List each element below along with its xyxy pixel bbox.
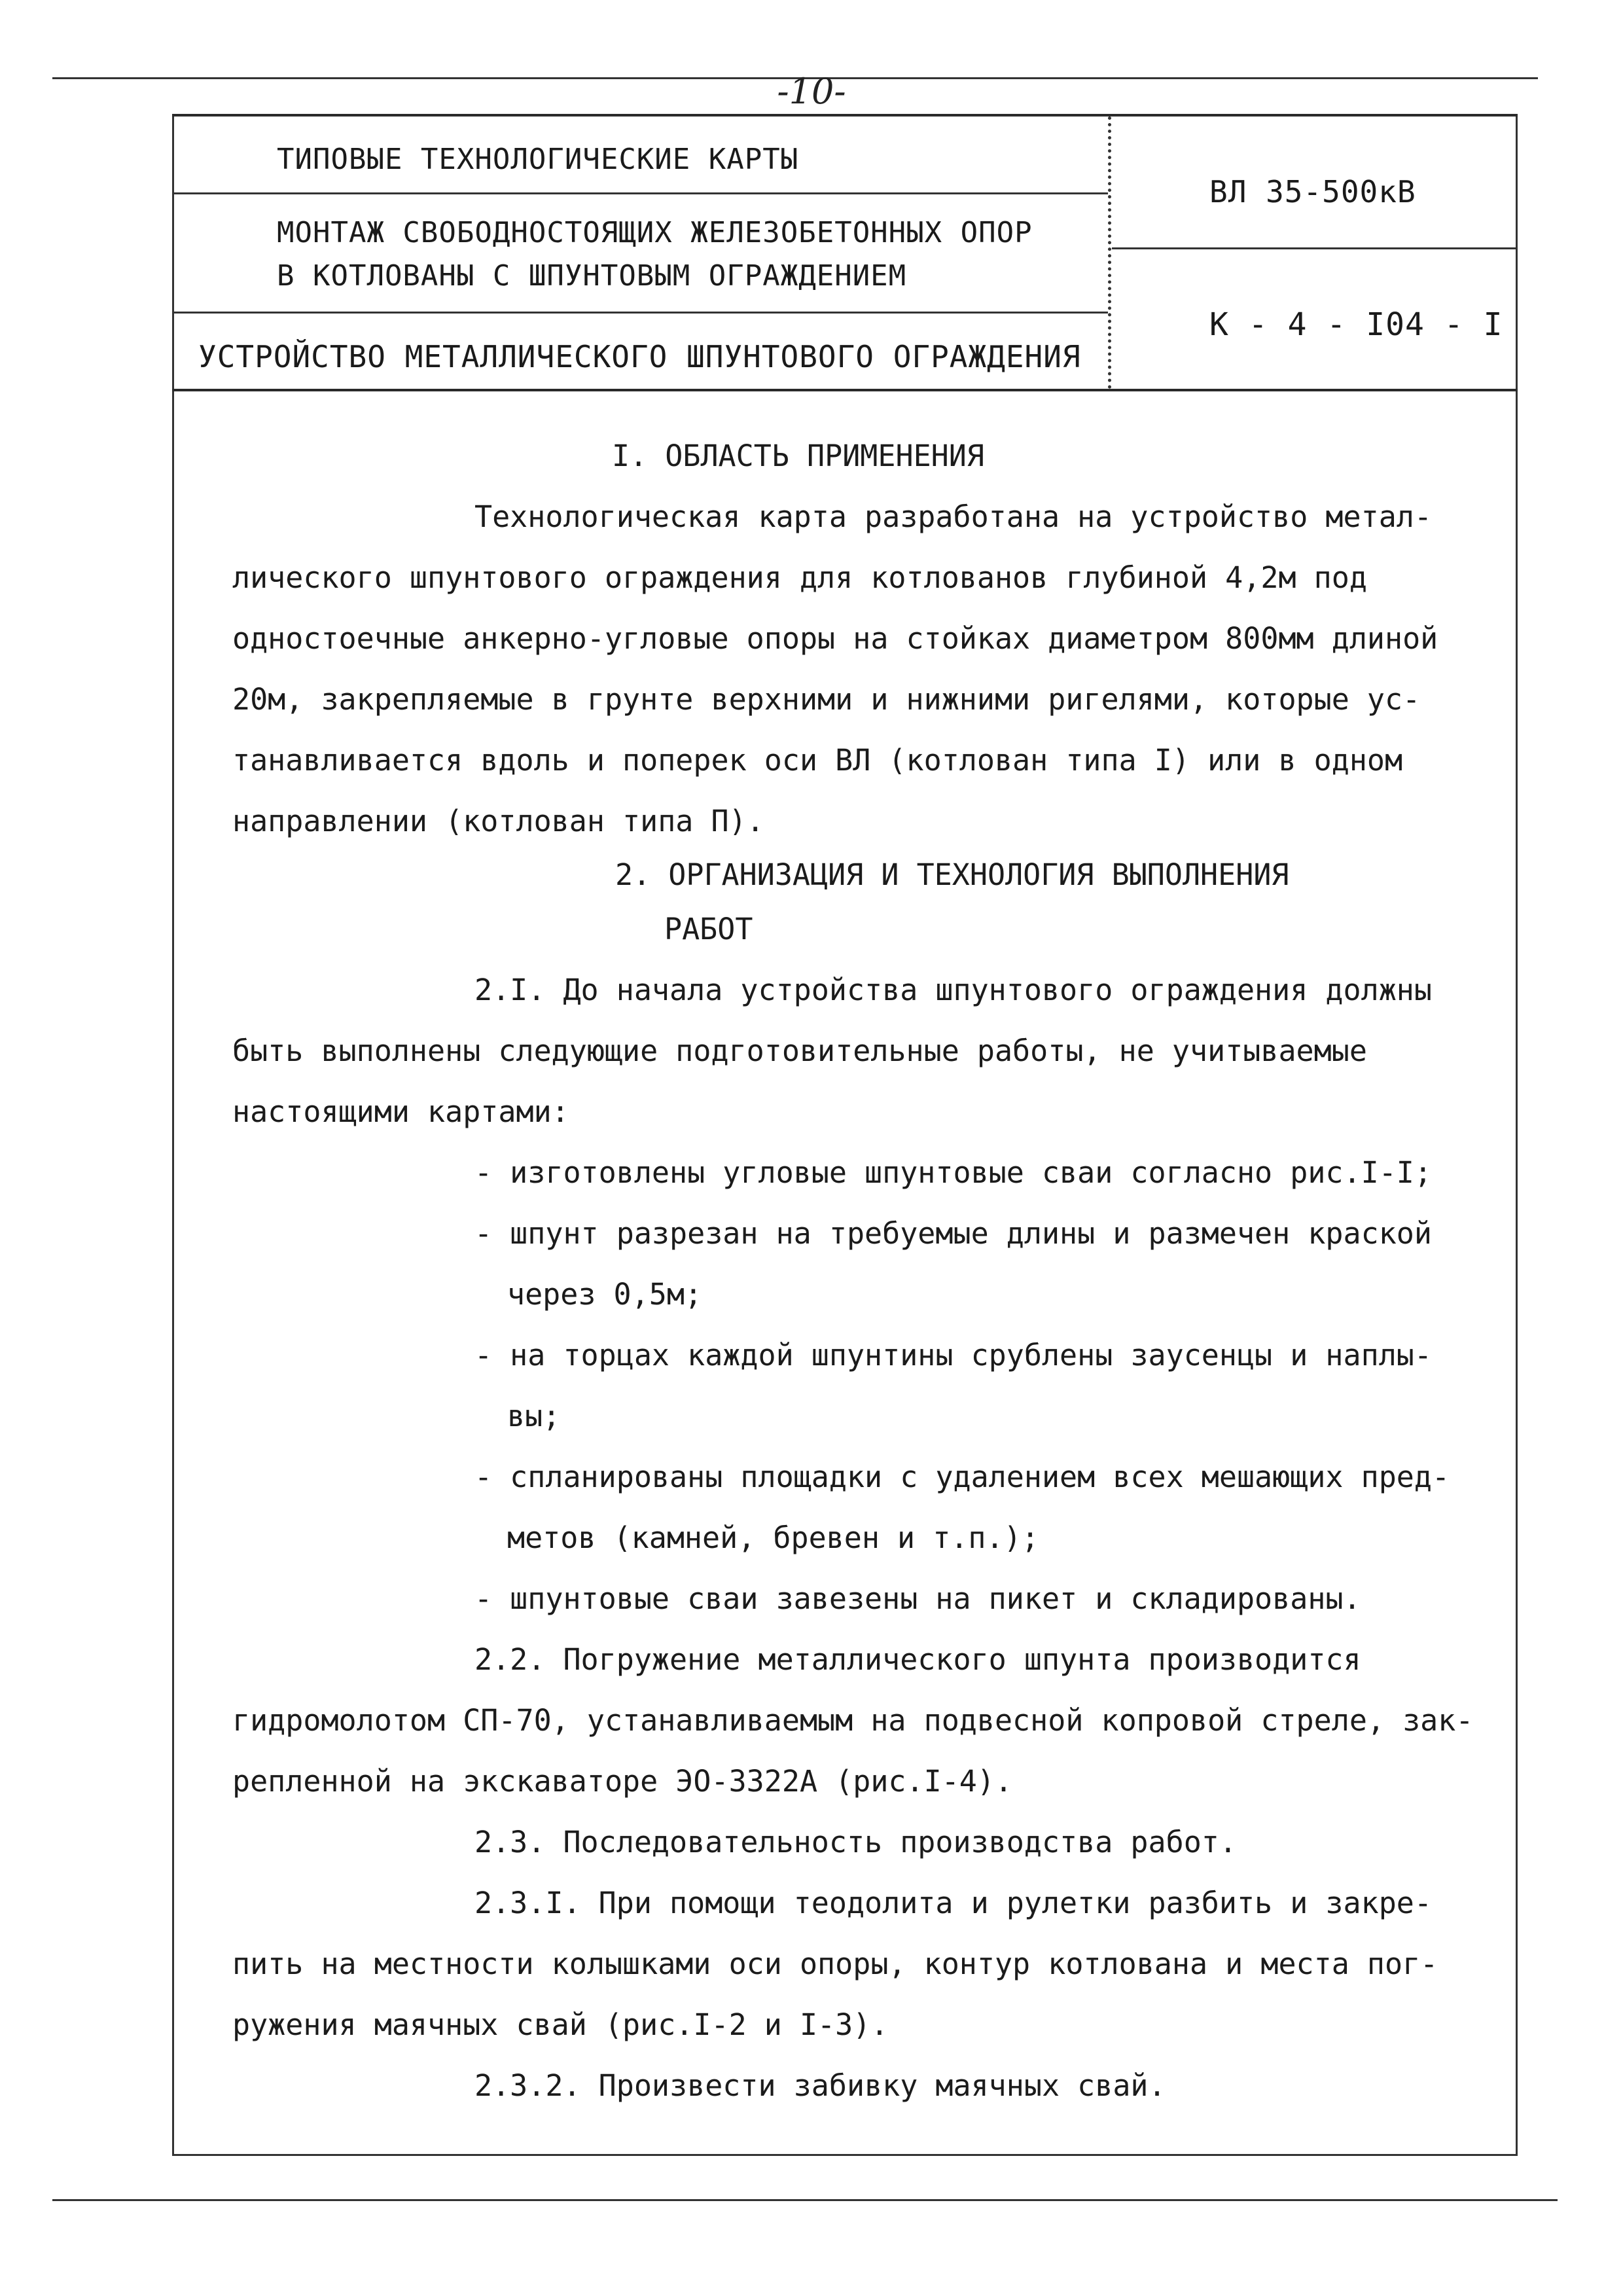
paragraph-line: танавливается вдоль и поперек оси ВЛ (котлован типа I) или в одном [232,743,1403,778]
section-heading: I. ОБЛАСТЬ ПРИМЕНЕНИЯ [612,439,984,473]
title-block-code-divider [1112,247,1518,249]
list-item: - шпунтовые сваи завезены на пикет и складированы. [474,1581,1361,1616]
paragraph-line: 2.I. До начала устройства шпунтового ограждения должны [474,973,1432,1007]
paragraph-line: Технологическая карта разработана на устройство метал- [474,499,1432,534]
list-item-continuation: вы; [507,1399,561,1433]
list-item-continuation: метов (камней, бревен и т.п.); [507,1520,1039,1555]
work-title-line2: В КОТЛОВАНЫ С ШПУНТОВЫМ ОГРАЖДЕНИЕМ [277,259,907,293]
series-title: ТИПОВЫЕ ТЕХНОЛОГИЧЕСКИЕ КАРТЫ [277,143,799,176]
card-code: К - 4 - I04 - I [1209,306,1503,343]
paragraph-line: одностоечные анкерно-угловые опоры на стойках диаметром 800мм длиной [232,621,1438,656]
list-item-continuation: через 0,5м; [507,1277,703,1312]
paragraph-line: 20м, закрепляемые в грунте верхними и нижними ригелями, которые ус- [232,682,1421,717]
paragraph-line: быть выполнены следующие подготовительные работы, не учитываемые [232,1033,1367,1068]
title-block [172,114,1518,391]
bottom-rule [52,2199,1558,2201]
section-title: УСТРОЙСТВО МЕТАЛЛИЧЕСКОГО ШПУНТОВОГО ОГРАЖДЕНИЯ [198,339,1081,374]
list-item: - спланированы площадки с удалением всех мешающих пред- [474,1460,1450,1494]
paragraph-line: лического шпунтового ограждения для котлованов глубиной 4,2м под [232,560,1367,595]
title-block-dotted-divider [1108,117,1111,389]
list-item: - изготовлены угловые шпунтовые сваи согласно рис.I-I; [474,1155,1432,1190]
section-heading: 2. ОРГАНИЗАЦИЯ И ТЕХНОЛОГИЯ ВЫПОЛНЕНИЯ [615,857,1289,892]
page-number: -10- [777,71,846,112]
title-block-divider [172,312,1108,314]
paragraph-line: пить на местности колышками оси опоры, контур котлована и места пог- [232,1946,1438,1981]
title-block-divider [172,192,1108,194]
paragraph-line: настоящими картами: [232,1094,569,1129]
paragraph-line: ружения маячных свай (рис.I-2 и I-3). [232,2007,889,2042]
list-item: - на торцах каждой шпунтины срублены заусенцы и наплы- [474,1338,1432,1372]
paragraph-line: гидромолотом СП-70, устанавливаемым на подвесной копровой стреле, зак- [232,1703,1474,1738]
paragraph-line: 2.3.2. Произвести забивку маячных свай. [474,2068,1166,2103]
paragraph-line: 2.3. Последовательность производства работ. [474,1825,1237,1859]
document-body [232,425,1515,2116]
list-item: - шпунт разрезан на требуемые длины и размечен краской [474,1216,1432,1251]
paragraph-line: 2.3.I. При помощи теодолита и рулетки разбить и закре- [474,1886,1432,1920]
paragraph-line: 2.2. Погружение металлического шпунта производится [474,1642,1361,1677]
voltage-code: ВЛ 35-500кВ [1209,174,1416,209]
work-title-line1: МОНТАЖ СВОБОДНОСТОЯЩИХ ЖЕЛЕЗОБЕТОННЫХ ОПОР [277,216,1033,249]
paragraph-line: направлении (котлован типа П). [232,804,764,838]
paragraph-line: репленной на экскаваторе ЭО-3322А (рис.I-4). [232,1764,1013,1799]
section-heading: РАБОТ [664,912,753,946]
